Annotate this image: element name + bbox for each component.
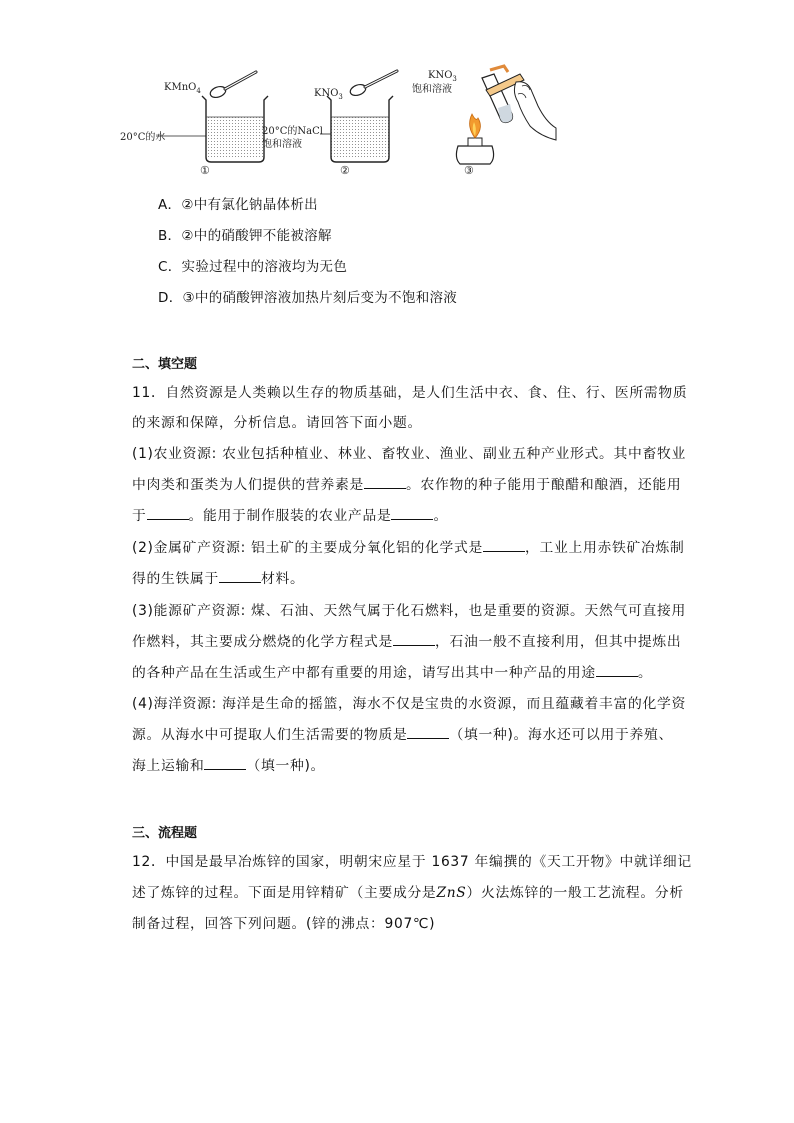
q12-line-3: 制备过程，回答下列问题。(锌的沸点：907℃) xyxy=(132,916,436,932)
option-a: A．②中有氯化钠晶体析出 xyxy=(158,197,318,213)
section-heading-fill-in: 二、填空题 xyxy=(132,357,198,372)
option-b: B．②中的硝酸钾不能被溶解 xyxy=(158,228,332,244)
answer-blank[interactable] xyxy=(407,726,449,739)
option-d: D．③中的硝酸钾溶液加热片刻后变为不饱和溶液 xyxy=(158,290,458,306)
q12-line-1: 12．中国是最早冶炼锌的国家，明朝宋应星于 1637 年编撰的《天工开物》中就详细记 xyxy=(132,854,692,870)
q11-part3-line-1: (3)能源矿产资源: 煤、石油、天然气属于化石燃料，也是重要的资源。天然气可直接用 xyxy=(132,603,686,619)
label-kno3-b: $KNO_3$ xyxy=(428,70,457,83)
answer-blank[interactable] xyxy=(204,757,246,770)
beaker-1-icon xyxy=(202,96,268,162)
answer-blank[interactable] xyxy=(393,633,435,646)
zns-formula: ZnS xyxy=(436,885,467,901)
answer-blank[interactable] xyxy=(483,539,525,552)
answer-blank[interactable] xyxy=(147,507,189,520)
answer-blank[interactable] xyxy=(219,570,261,583)
figure-number-2: ② xyxy=(340,164,350,177)
q11-part4-line-1: (4)海洋资源: 海洋是生命的摇篮，海水不仅是宝贵的水资源，而且蕴藏着丰富的化学资 xyxy=(132,696,686,712)
label-kno3-a: $KNO_3$ xyxy=(314,88,343,101)
answer-blank[interactable] xyxy=(596,664,638,677)
label-kmno4: KMnO$_4$ xyxy=(164,82,201,95)
q11-part3-line-3: 的各种产品在生活或生产中都有重要的用途，请写出其中一种产品的用途 。 xyxy=(132,665,653,681)
experiment-figure xyxy=(120,62,560,180)
answer-blank[interactable] xyxy=(364,476,406,489)
label-nacl-line1: 20°C的NaCl xyxy=(262,126,323,137)
experiment-diagram xyxy=(120,62,560,180)
spoon-1-icon xyxy=(209,72,256,99)
q11-part4-line-3: 海上运输和 （填一种)。 xyxy=(132,758,326,774)
q11-part2-line-2: 得的生铁属于 材料。 xyxy=(132,571,305,587)
q11-line-1: 11．自然资源是人类赖以生存的物质基础，是人们生活中衣、食、住、行、医所需物质 xyxy=(132,385,688,401)
q11-line-2: 的来源和保障，分析信息。请回答下面小题。 xyxy=(132,415,422,431)
q12-line-2: 述了炼锌的过程。下面是用锌精矿（主要成分是ZnS）火法炼锌的一般工艺流程。分析 xyxy=(132,885,684,901)
option-c: C．实验过程中的溶液均为无色 xyxy=(158,259,348,275)
answer-blank[interactable] xyxy=(391,507,433,520)
q11-part1-line-2: 中肉类和蛋类为人们提供的营养素是 。农作物的种子能用于酿醋和酿酒，还能用 xyxy=(132,477,682,493)
q11-part1-line-3: 于 。能用于制作服装的农业产品是 。 xyxy=(132,508,448,524)
q11-part1-line-1: (1)农业资源: 农业包括种植业、林业、畜牧业、渔业、副业五种产业形式。其中畜牧业 xyxy=(132,446,686,462)
section-heading-process: 三、流程题 xyxy=(132,826,198,841)
label-kno3-b-line2: 饱和溶液 xyxy=(412,84,452,95)
hand-icon xyxy=(514,82,556,140)
alcohol-lamp-icon xyxy=(456,114,493,164)
spoon-2-icon xyxy=(349,71,397,97)
q11-part3-line-2: 作燃料，其主要成分燃烧的化学方程式是 ，石油一般不直接利用，但其中提炼出 xyxy=(132,634,682,650)
q11-part4-line-2: 源。从海水中可提取人们生活需要的物质是 （填一种)。海水还可以用于养殖、 xyxy=(132,727,673,743)
beaker-2-icon xyxy=(327,96,393,162)
label-nacl-line2: 饱和溶液 xyxy=(262,139,302,150)
q11-part2-line-1: (2)金属矿产资源: 铝土矿的主要成分氧化铝的化学式是 ，工业上用赤铁矿冶炼制 xyxy=(132,540,685,556)
figure-number-1: ① xyxy=(200,164,210,177)
label-water: 20°C的水 xyxy=(120,132,166,143)
figure-number-3: ③ xyxy=(464,164,474,177)
